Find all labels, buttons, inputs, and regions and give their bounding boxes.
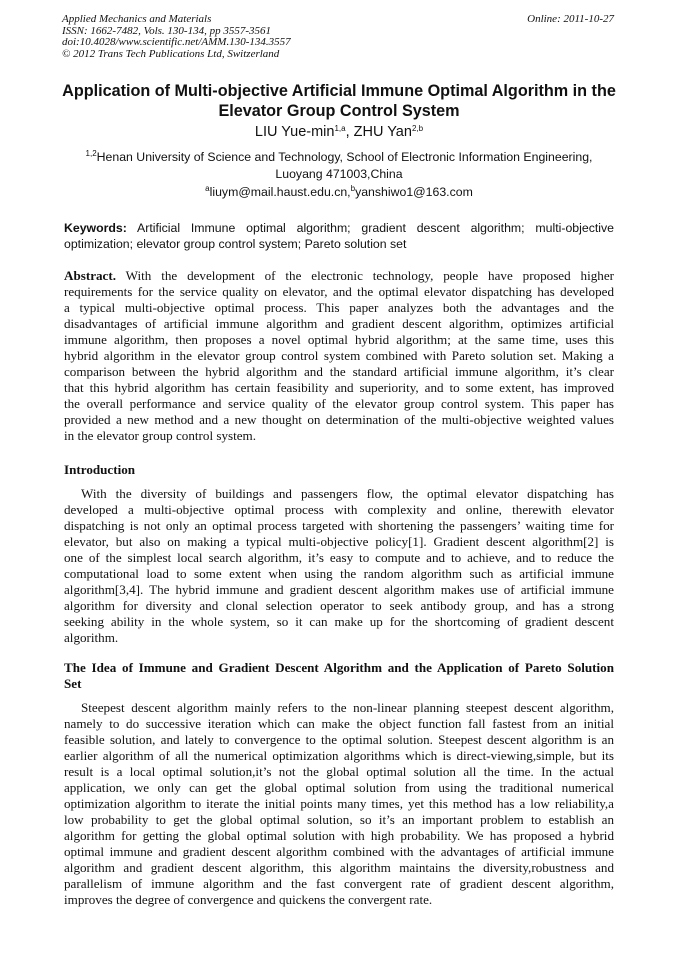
text-line: algorithm for diversity and clonal selection operator to seek antibody group, and has a strong [64, 598, 614, 613]
text-line: optimization algorithm to iterate the initial points many times, yet this method has a low reliability,a [64, 796, 614, 811]
author-separator: , [345, 124, 354, 140]
introduction-paragraph [64, 486, 614, 646]
text-line: in the elevator group control system. [64, 428, 256, 443]
text-line: improves the degree of convergence and quickens the convergent rate. [64, 892, 433, 907]
keywords-text: optimization; elevator group control system; Pareto solution set [64, 237, 407, 251]
text-line: namely to do successive iteration which can make the object function fall fastest from an initial [64, 716, 614, 731]
text-line: immune algorithm, then proposes a novel optimal hybrid algorithm; at the same time, uses this [64, 332, 614, 347]
text-line: developed a multi-objective optimal process with complexity and online, therewith elevator [64, 502, 614, 517]
keywords-label: Keywords: [64, 221, 127, 235]
affiliation [40, 149, 638, 183]
text-line: seeking ability in the whole system, so it can make up for the shortcoming of gradient descent [64, 614, 614, 629]
text-line: feasible solution, and lately to convergence to the optimal solution. Steepest descent algorithm is an [64, 732, 614, 747]
text-line: dispatching is not only an optimal process targeted with shortening the passengers’ waiting time for [64, 518, 614, 533]
section-heading-idea [64, 660, 614, 692]
author-sup: 1,a [334, 124, 346, 133]
email-sup: b [350, 184, 356, 193]
doi-line: doi:10.4028/www.scientific.net/AMM.130-134.3557 [62, 36, 291, 48]
title-line: Application of Multi-objective Artificial Immune Optimal Algorithm in the [62, 82, 616, 100]
text-line: requirements for the service quality on elevator, and the optimal elevator dispatching has developed [64, 284, 614, 299]
text-line: algorithm and gradient descent algorithm, this algorithm maintains the diversity,robustness and [64, 860, 614, 875]
text-line: computational load to some extent when using the random algorithm such as artificial immune [64, 566, 614, 581]
text-line: optimal immune and gradient descent algorithm combined with the advantages of artificial immune [64, 844, 614, 859]
abstract [64, 268, 614, 444]
text-line: low probability to get the global optimal solution, so it’s an important problem to establish an [64, 812, 614, 827]
author-name: LIU Yue-min [254, 124, 335, 140]
author-name: ZHU Yan [353, 124, 412, 140]
text-line: the overall performance and service quality of the elevator group control system. This paper has [64, 396, 614, 411]
text-line: With the diversity of buildings and passengers flow, the optimal elevator dispatching has [81, 486, 614, 501]
text-line: that this hybrid algorithm has certain feasibility and superiority, and to some extent, has improved [64, 380, 614, 395]
email-link[interactable]: yanshiwo1@163.com [355, 185, 473, 199]
copyright-line: © 2012 Trans Tech Publications Ltd, Switzerland [62, 47, 280, 60]
affiliation-line: Luoyang 471003,China [275, 167, 403, 181]
abstract-text: With the development of the electronic technology, people have proposed higher [116, 268, 614, 283]
text-line: provided a new method and a new thought on determination of the multi-objective weighted values [64, 412, 614, 427]
text-line: algorithm for getting the global optimal solution with high probability. We has proposed a hybrid [64, 828, 614, 843]
text-line: earlier algorithm of all the numerical optimization algorithms which is direct-viewing,simple, but its [64, 748, 614, 763]
paper-title [40, 81, 638, 121]
text-line: application, we only can get the global optimal solution from using the traditional numerical [64, 780, 614, 795]
heading-line: The Idea of Immune and Gradient Descent Algorithm and the Application of Pareto Solution [64, 660, 614, 675]
text-line: comparison between the hybrid algorithm and the standard artificial immune algorithm, it’s clear [64, 364, 614, 379]
text-line: hybrid algorithm in the elevator group control system combined with Pareto solution set. Making a [64, 348, 614, 363]
journal-name: Applied Mechanics and Materials [62, 13, 212, 25]
text-line: disadvantages of artificial immune algorithm and gradient descent algorithm, optimizes artificial [64, 316, 614, 331]
email-sup: a [205, 184, 210, 193]
journal-header [62, 14, 291, 60]
text-line: algorithm[3,4]. The hybrid immune and gradient descent algorithm makes use of artificial immune [64, 582, 614, 597]
text-line: parallelism of immune algorithm and the fast convergent rate of gradient descent algorithm, [64, 876, 614, 891]
text-line: a typical multi-objective optimal process. This paper analyzes both the advantages and the [64, 300, 614, 315]
text-line: one of the simplest local search algorithm, it’s easy to compute and to achieve, and to reduce the [64, 550, 614, 565]
emails [40, 185, 638, 199]
authors [40, 124, 638, 140]
text-line: result is a local optimal solution,it’s not the global optimal solution all the time. In the actual [64, 764, 614, 779]
affiliation-sup: 1,2 [85, 149, 97, 158]
section-paragraph [64, 700, 614, 908]
email-link[interactable]: liuym@mail.haust.edu.cn, [209, 185, 351, 199]
section-heading-introduction: Introduction [64, 462, 136, 477]
text-line: elevator, but also on making a typical multi-objective policy[1]. Gradient descent algorithm[2] is [64, 534, 614, 549]
heading-line: Set [64, 676, 82, 691]
keywords [64, 220, 614, 252]
title-line: Elevator Group Control System [218, 102, 460, 120]
keywords-text: Artificial Immune optimal algorithm; gradient descent algorithm; multi-objective [126, 221, 614, 235]
text-line: Steepest descent algorithm mainly refers to the non-linear planning steepest descent algorithm, [81, 700, 614, 715]
author-sup: 2,b [411, 124, 424, 133]
abstract-label: Abstract. [64, 268, 116, 283]
text-line: algorithm. [64, 630, 119, 645]
online-date: Online: 2011-10-27 [527, 13, 614, 25]
affiliation-line: Henan University of Science and Technology, School of Electronic Information Engineering, [96, 150, 593, 164]
issn-line: ISSN: 1662-7482, Vols. 130-134, pp 3557-3561 [62, 24, 271, 37]
